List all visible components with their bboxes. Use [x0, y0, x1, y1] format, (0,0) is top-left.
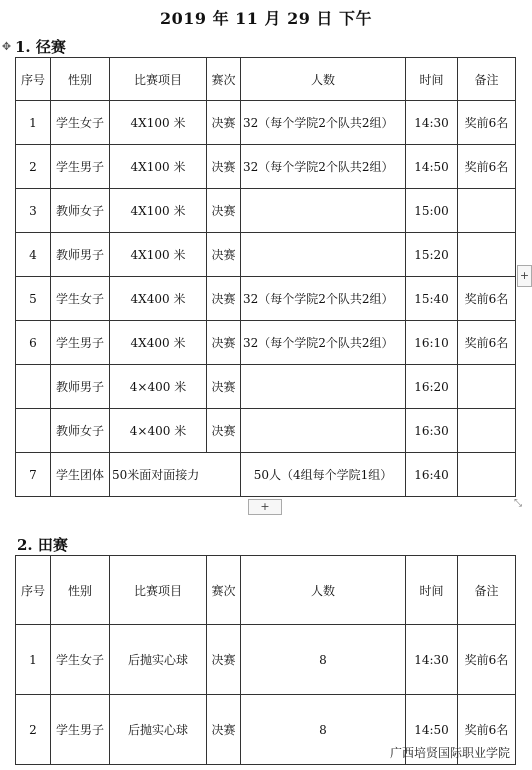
- cell-no: 2: [16, 145, 51, 189]
- cell-note: 奖前6名: [458, 695, 516, 765]
- cell-event: 4×400 米: [110, 365, 207, 409]
- cell-round: 决赛: [207, 695, 241, 765]
- cell-count: 50人（4组每个学院1组）: [241, 453, 406, 497]
- header-cell: 比赛项目: [110, 58, 207, 101]
- table-row: [16, 145, 516, 189]
- cell-event: 4×400 米: [110, 409, 207, 453]
- cell-note: 奖前6名: [458, 145, 516, 189]
- table-header-row: [16, 58, 516, 101]
- cell-time: 14:50: [406, 695, 458, 765]
- cell-count: 32（每个学院2个队共2组）: [241, 101, 406, 145]
- cell-time: 16:20: [406, 365, 458, 409]
- table-move-handle-icon[interactable]: ✥: [1, 40, 12, 53]
- cell-time: 15:00: [406, 189, 458, 233]
- cell-no: [16, 365, 51, 409]
- cell-gender: 教师男子: [51, 233, 110, 277]
- page-title: 2019 年 11 月 29 日 下午: [160, 9, 372, 28]
- cell-count: 32（每个学院2个队共2组）: [241, 277, 406, 321]
- cell-note: [458, 233, 516, 277]
- cell-time: 16:10: [406, 321, 458, 365]
- cell-count: 8: [241, 625, 406, 695]
- add-column-button[interactable]: +: [517, 265, 532, 287]
- cell-time: 15:40: [406, 277, 458, 321]
- cell-round: 决赛: [207, 189, 241, 233]
- cell-no: 6: [16, 321, 51, 365]
- table-row: [16, 365, 516, 409]
- cell-count: [241, 365, 406, 409]
- cell-event: 4X100 米: [110, 101, 207, 145]
- header-cell: 备注: [458, 58, 516, 101]
- cell-no: 4: [16, 233, 51, 277]
- table-row: [16, 625, 516, 695]
- cell-round: 决赛: [207, 277, 241, 321]
- track-events-table: [15, 57, 516, 497]
- cell-round: 决赛: [207, 365, 241, 409]
- cell-gender: 教师女子: [51, 189, 110, 233]
- cell-count: 32（每个学院2个队共2组）: [241, 145, 406, 189]
- table-row: [16, 409, 516, 453]
- header-cell: 序号: [16, 556, 51, 625]
- add-row-button[interactable]: +: [248, 499, 282, 515]
- cell-gender: 学生女子: [51, 101, 110, 145]
- cell-gender: 学生女子: [51, 277, 110, 321]
- cell-gender: 学生女子: [51, 625, 110, 695]
- header-cell: 赛次: [207, 556, 241, 625]
- cell-round: 决赛: [207, 101, 241, 145]
- cell-round: 决赛: [207, 625, 241, 695]
- header-cell: 序号: [16, 58, 51, 101]
- table-row: [16, 453, 516, 497]
- table-row: [16, 321, 516, 365]
- cell-gender: 学生团体: [51, 453, 110, 497]
- cell-round: 决赛: [207, 145, 241, 189]
- cell-note: [458, 409, 516, 453]
- header-cell: 性别: [51, 556, 110, 625]
- cell-time: 14:30: [406, 625, 458, 695]
- cell-event: 4X100 米: [110, 233, 207, 277]
- field-events-table: [15, 555, 516, 765]
- cell-round: 决赛: [207, 409, 241, 453]
- cell-count: 32（每个学院2个队共2组）: [241, 321, 406, 365]
- cell-no: 3: [16, 189, 51, 233]
- cell-gender: 学生男子: [51, 145, 110, 189]
- cell-time: 16:30: [406, 409, 458, 453]
- cell-note: 奖前6名: [458, 101, 516, 145]
- cell-count: 8: [241, 695, 406, 765]
- cell-time: 15:20: [406, 233, 458, 277]
- cell-note: 奖前6名: [458, 277, 516, 321]
- cell-note: 奖前6名: [458, 625, 516, 695]
- cell-event: 4X100 米: [110, 189, 207, 233]
- header-cell: 时间: [406, 556, 458, 625]
- table-header-row: [16, 556, 516, 625]
- section-heading-track: 1. 径赛: [15, 38, 66, 56]
- table-row: [16, 233, 516, 277]
- header-cell: 人数: [241, 556, 406, 625]
- cell-note: 奖前6名: [458, 321, 516, 365]
- header-cell: 备注: [458, 556, 516, 625]
- header-cell: 时间: [406, 58, 458, 101]
- cell-no: 5: [16, 277, 51, 321]
- cell-time: 14:30: [406, 101, 458, 145]
- cell-note: [458, 365, 516, 409]
- cell-event: 后抛实心球: [110, 625, 207, 695]
- cell-no: 1: [16, 625, 51, 695]
- cell-event: 50米面对面接力: [110, 453, 241, 497]
- cell-count: [241, 233, 406, 277]
- cell-note: [458, 453, 516, 497]
- cell-no: [16, 409, 51, 453]
- cell-round: 决赛: [207, 233, 241, 277]
- section-heading-field: 2. 田赛: [17, 536, 68, 554]
- cell-note: [458, 189, 516, 233]
- header-cell: 比赛项目: [110, 556, 207, 625]
- header-cell: 性别: [51, 58, 110, 101]
- header-cell: 人数: [241, 58, 406, 101]
- cell-no: 2: [16, 695, 51, 765]
- cell-event: 4X400 米: [110, 321, 207, 365]
- watermark-text: 广西培贤国际职业学院: [390, 746, 511, 760]
- cell-no: 1: [16, 101, 51, 145]
- cell-count: [241, 409, 406, 453]
- cell-time: 14:50: [406, 145, 458, 189]
- table-row: [16, 277, 516, 321]
- cell-event: 后抛实心球: [110, 695, 207, 765]
- cell-no: 7: [16, 453, 51, 497]
- table-resize-handle-icon[interactable]: ⤡: [514, 498, 522, 509]
- table-row: [16, 101, 516, 145]
- cell-gender: 教师女子: [51, 409, 110, 453]
- header-cell: 赛次: [207, 58, 241, 101]
- cell-round: 决赛: [207, 321, 241, 365]
- cell-gender: 学生男子: [51, 695, 110, 765]
- cell-gender: 学生男子: [51, 321, 110, 365]
- cell-event: 4X400 米: [110, 277, 207, 321]
- cell-event: 4X100 米: [110, 145, 207, 189]
- cell-count: [241, 189, 406, 233]
- table-row: [16, 189, 516, 233]
- cell-time: 16:40: [406, 453, 458, 497]
- cell-gender: 教师男子: [51, 365, 110, 409]
